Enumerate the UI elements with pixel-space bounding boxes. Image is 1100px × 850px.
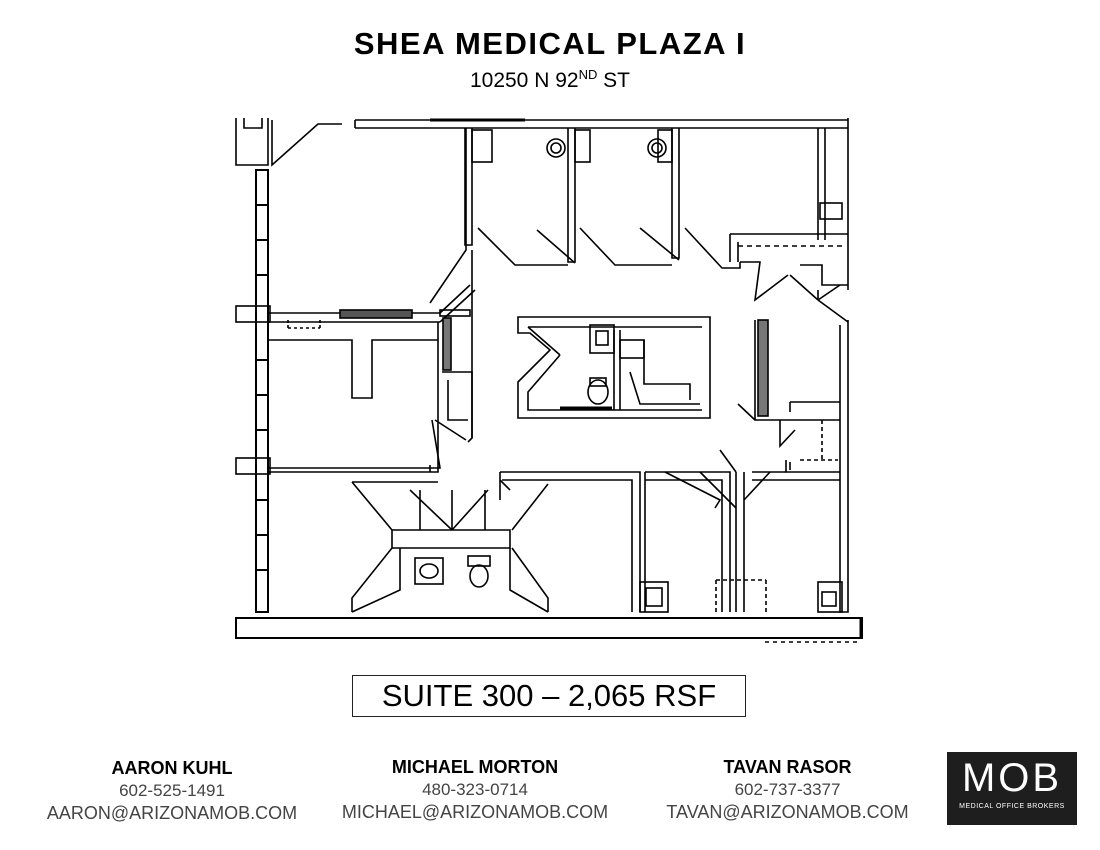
- broker-phone: 602-737-3377: [734, 780, 841, 799]
- column-upper: [236, 306, 270, 322]
- bottom-wall: [236, 618, 862, 638]
- broker-name: AARON KUHL: [111, 758, 233, 778]
- broker-michael-morton: [330, 757, 620, 823]
- broker-name: TAVAN RASOR: [723, 757, 852, 777]
- logo-subtitle: MEDICAL OFFICE BROKERS: [959, 803, 1065, 810]
- address-ordinal: ND: [578, 67, 598, 82]
- mob-logo: [947, 752, 1077, 825]
- logo-mark: MOB: [961, 756, 1063, 800]
- address-suffix: ST: [597, 69, 631, 92]
- page-title: SHEA MEDICAL PLAZA I: [353, 26, 747, 61]
- address: [0, 67, 1100, 93]
- broker-email: MICHAEL@ARIZONAMOB.COM: [341, 802, 609, 822]
- exterior-wall-left: [256, 170, 268, 612]
- broker-phone: 480-323-0714: [422, 780, 528, 799]
- address-street: 10250 N 92: [469, 69, 579, 92]
- broker-email: TAVAN@ARIZONAMOB.COM: [666, 802, 909, 822]
- broker-tavan-rasor: [655, 757, 920, 823]
- floor-plan: [230, 112, 870, 647]
- window-mullions: [256, 205, 268, 570]
- column-lower: [236, 458, 270, 474]
- exterior-wall-right: [840, 320, 848, 612]
- broker-aaron-kuhl: [36, 758, 308, 824]
- broker-name: MICHAEL MORTON: [391, 757, 559, 777]
- top-wall: [355, 118, 848, 290]
- broker-phone: 602-525-1491: [119, 781, 225, 800]
- broker-email: AARON@ARIZONAMOB.COM: [46, 803, 298, 823]
- suite-label: SUITE 300 – 2,065 RSF: [352, 675, 746, 717]
